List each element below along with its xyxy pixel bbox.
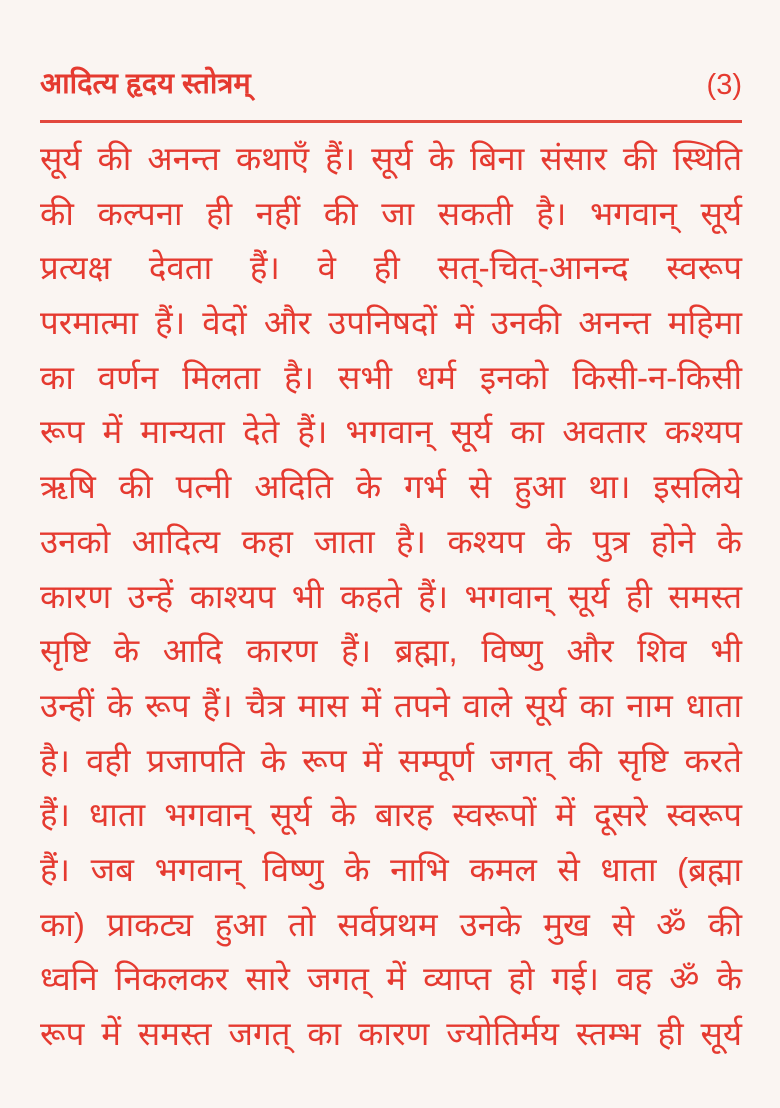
text-line: उन्हीं के रूप हैं। चैत्र मास में तपने वाले सूर्य का नाम धाता (40, 686, 742, 724)
text-line: ध्वनि निकलकर सारे जगत् में व्याप्त हो गई। वह ॐ के (40, 960, 742, 998)
text-line: उनको आदित्य कहा जाता है। कश्यप के पुत्र होने के (40, 522, 742, 560)
text-line: का वर्णन मिलता है। सभी धर्म इनको किसी-न-किसी (40, 358, 742, 396)
body-text (40, 132, 742, 1062)
text-line: हैं। धाता भगवान् सूर्य के बारह स्वरूपों में दूसरे स्वरूप (40, 796, 742, 834)
text-line: ऋषि की पत्नी अदिति के गर्भ से हुआ था। इसलिये (40, 468, 742, 506)
header-rule (40, 120, 742, 123)
text-line: कारण उन्हें काश्यप भी कहते हैं। भगवान् सूर्य ही समस्त (40, 577, 742, 615)
text-line: सूर्य की अनन्त कथाएँ हैं। सूर्य के बिना संसार की स्थिति (40, 140, 742, 177)
text-line: सृष्टि के आदि कारण हैं। ब्रह्मा, विष्णु और शिव भी (40, 632, 742, 670)
text-line: रूप में समस्त जगत् का कारण ज्योतिर्मय स्तम्भ ही सूर्य (40, 1015, 742, 1052)
page-header (40, 62, 742, 102)
text-line: रूप में मान्यता देते हैं। भगवान् सूर्य का अवतार कश्यप (40, 413, 742, 451)
text-line: की कल्पना ही नहीं की जा सकती है। भगवान् सूर्य (40, 194, 742, 232)
text-line: प्रत्यक्ष देवता हैं। वे ही सत्-चित्-आनन्द स्वरूप (40, 249, 742, 287)
text-line: का) प्राकट्य हुआ तो सर्वप्रथम उनके मुख से ॐ की (40, 905, 742, 943)
text-line: हैं। जब भगवान् विष्णु के नाभि कमल से धाता (ब्रह्मा (40, 850, 742, 888)
text-line: परमात्मा हैं। वेदों और उपनिषदों में उनकी अनन्त महिमा (40, 304, 742, 342)
running-title: आदित्य हृदय स्तोत्रम् (40, 68, 251, 100)
page-number: (3) (706, 69, 742, 101)
text-line: है। वही प्रजापति के रूप में सम्पूर्ण जगत् की सृष्टि करते (40, 741, 742, 779)
